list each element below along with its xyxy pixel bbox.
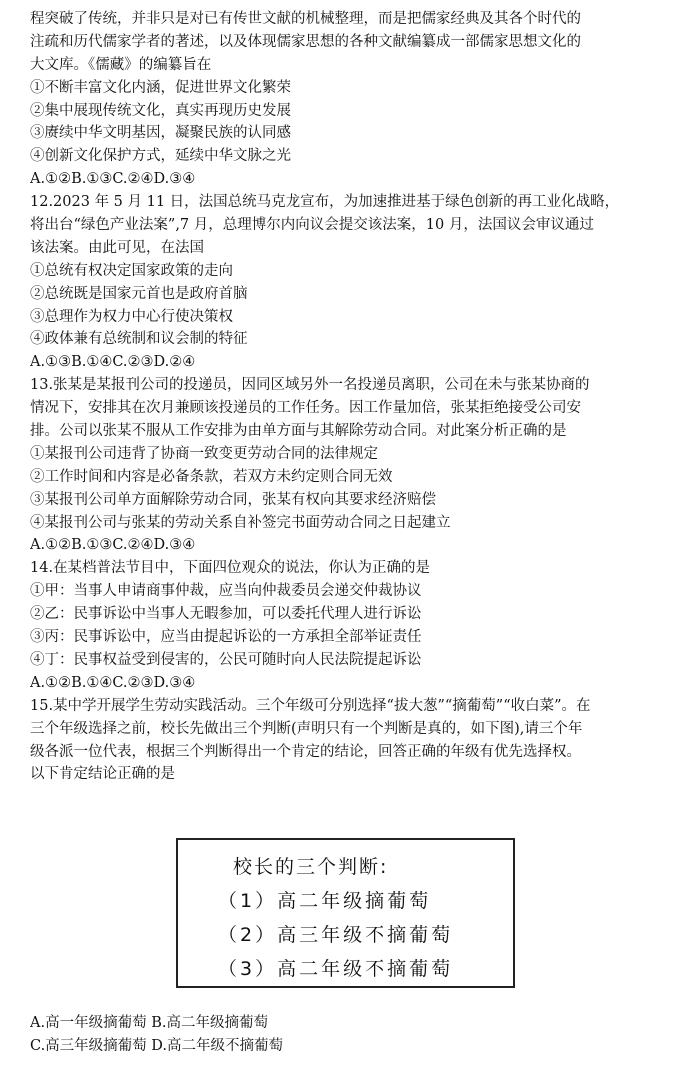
answer-choices: A.①③B.①④C.②③D.②④ — [30, 354, 196, 371]
text-line: 大文库。《儒藏》的编纂旨在 — [30, 56, 212, 73]
principal-judgments-box — [176, 838, 515, 988]
text-line: 以下肯定结论正确的是 — [30, 766, 175, 783]
option-line: ③赓续中华文明基因，凝聚民族的认同感 — [30, 125, 291, 142]
option-line: ③总理作为权力中心行使决策权 — [30, 308, 233, 325]
text-line: 14.在某档普法节目中，下面四位观众的说法，你认为正确的是 — [30, 560, 431, 577]
option-line: ④某报刊公司与张某的劳动关系自补签完书面劳动合同之日起建立 — [30, 514, 451, 531]
judgment-3: （3）高二年级不摘葡萄 — [218, 958, 454, 980]
text-line: 12.2023 年 5 月 11 日，法国总统马克龙宣布，为加速推进基于绿色创新的再工业化战略， — [30, 194, 620, 211]
question-15-choices — [30, 1012, 666, 1058]
answer-choices: A.①②B.①③C.②④D.③④ — [30, 171, 196, 188]
text-line: 该法案。由此可见，在法国 — [30, 239, 204, 256]
option-line: ④创新文化保护方式，延续中华文脉之光 — [30, 148, 291, 165]
option-line: ①不断丰富文化内涵，促进世界文化繁荣 — [30, 79, 291, 96]
answer-choices: A.高一年级摘葡萄 B.高二年级摘葡萄 — [30, 1015, 268, 1031]
text-line: 三个年级选择之前，校长先做出三个判断(声明只有一个判断是真的，如下图),请三个年 — [30, 720, 583, 737]
text-line: 注疏和历代儒家学者的著述，以及体现儒家思想的各种文献编纂成一部儒家思想文化的 — [30, 33, 581, 50]
box-title: 校长的三个判断: — [233, 856, 389, 878]
text-line: 情况下，安排其在次月兼顾该投递员的工作任务。因工作量加倍，张某拒绝接受公司安 — [30, 400, 581, 417]
question-text — [30, 8, 666, 786]
option-line: ①甲：当事人申请商事仲裁，应当向仲裁委员会递交仲裁协议 — [30, 583, 422, 600]
option-line: ①某报刊公司违背了协商一致变更劳动合同的法律规定 — [30, 445, 378, 462]
option-line: ②乙：民事诉讼中当事人无暇参加，可以委托代理人进行诉讼 — [30, 606, 422, 623]
option-line: ③某报刊公司单方面解除劳动合同，张某有权向其要求经济赔偿 — [30, 491, 436, 508]
option-line: ④丁：民事权益受到侵害的，公民可随时向人民法院提起诉讼 — [30, 651, 422, 668]
text-line: 15.某中学开展学生劳动实践活动。三个年级可分别选择“拔大葱”“摘葡萄”“收白菜”。在 — [30, 697, 591, 714]
text-line: 程突破了传统，并非只是对已有传世文献的机械整理，而是把儒家经典及其各个时代的 — [30, 11, 581, 27]
text-line: 排。公司以张某不服从工作安排为由单方面与其解除劳动合同。对此案分析正确的是 — [30, 423, 567, 440]
judgment-1: （1）高二年级摘葡萄 — [218, 890, 432, 912]
answer-choices: A.①②B.①③C.②④D.③④ — [30, 537, 196, 554]
option-line: ④政体兼有总统制和议会制的特征 — [30, 331, 248, 348]
judgment-2: （2）高三年级不摘葡萄 — [218, 924, 454, 946]
option-line: ②集中展现传统文化，真实再现历史发展 — [30, 102, 291, 119]
option-line: ②工作时间和内容是必备条款，若双方未约定则合同无效 — [30, 468, 393, 485]
option-line: ②总统既是国家元首也是政府首脑 — [30, 285, 248, 302]
option-line: ①总统有权决定国家政策的走向 — [30, 262, 233, 279]
answer-choices: C.高三年级摘葡萄 D.高二年级不摘葡萄 — [30, 1037, 284, 1054]
text-line: 级各派一位代表，根据三个判断得出一个肯定的结论，回答正确的年级有优先选择权。 — [30, 743, 581, 760]
answer-choices: A.①②B.①④C.②③D.③④ — [30, 674, 196, 691]
text-line: 13.张某是某报刊公司的投递员，因同区域另外一名投递员离职，公司在未与张某协商的 — [30, 377, 590, 394]
option-line: ③丙：民事诉讼中，应当由提起诉讼的一方承担全部举证责任 — [30, 629, 422, 646]
text-line: 将出台“绿色产业法案”,7 月，总理博尔内向议会提交该法案，10 月，法国议会审议通过 — [30, 217, 594, 234]
